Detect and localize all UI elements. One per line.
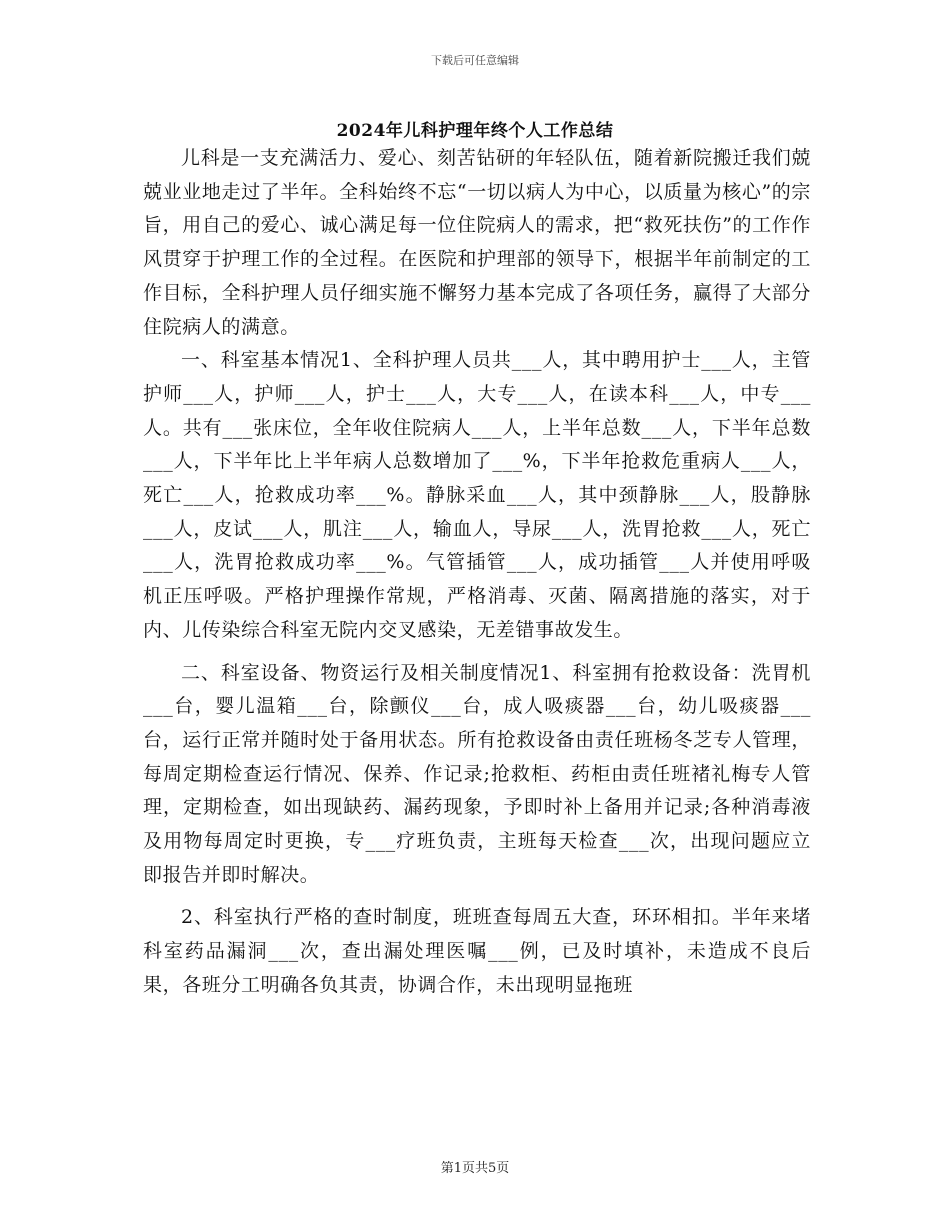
paragraph-section-1: 一、科室基本情况1、全科护理人员共___人，其中聘用护士___人，主管护师___人，护师___人，护士___人，大专___人，在读本科___人，中专___人。共有___张床位，全年收住院病人___人，上半年总数___人，下半年总数___人，下半年比上半年病人总数增加了___%，下半年抢救危重病人___人，死亡___人，抢救成功率___%。静脉采血___人，其中颈静脉___人，股静脉___人，皮试___人，肌注___人，输血人，导尿___人，洗胃抢救___人，死亡___人，洗胃抢救成功率___%。气管插管___人，成功插管___人并使用呼吸机正压呼吸。严格护理操作常规，严格消毒、灭菌、隔离措施的落实，对于内、儿传染综合科室无院内交叉感染，无差错事故发生。 [143, 349, 811, 641]
document-title: 2024年儿科护理年终个人工作总结 [336, 121, 614, 141]
header-note: 下载后可任意编辑 [431, 54, 519, 67]
document-body [143, 142, 811, 1003]
paragraph-section-2-item-2: 2、科室执行严格的查时制度，班班查每周五大查，环环相扣。半年来堵科室药品漏洞___次，查出漏处理医嘱___例，已及时填补，未造成不良后果，各班分工明确各负其责，协调合作，未出现明显拖班 [143, 906, 811, 996]
page-number: 第1页共5页 [440, 1161, 510, 1176]
paragraph-intro: 儿科是一支充满活力、爱心、刻苦钻研的年轻队伍，随着新院搬迁我们兢兢业业地走过了半年。全科始终不忘“一切以病人为中心，以质量为核心”的宗旨，用自己的爱心、诚心满足每一位住院病人的需求，把“救死扶伤”的工作作风贯穿于护理工作的全过程。在医院和护理部的领导下，根据半年前制定的工作目标，全科护理人员仔细实施不懈努力基本完成了各项任务，赢得了大部分住院病人的满意。 [143, 147, 811, 338]
paragraph-section-2: 二、科室设备、物资运行及相关制度情况1、科室拥有抢救设备：洗胃机___台，婴儿温箱___台，除颤仪___台，成人吸痰器___台，幼儿吸痰器___台，运行正常并随时处于备用状态。所有抢救设备由责任班杨冬芝专人管理，每周定期检查运行情况、保养、作记录;抢救柜、药柜由责任班褚礼梅专人管理，定期检查，如出现缺药、漏药现象，予即时补上备用并记录;各种消毒液及用物每周定时更换，专___疗班负责，主班每天检查___次，出现问题应立即报告并即时解决。 [143, 661, 811, 886]
